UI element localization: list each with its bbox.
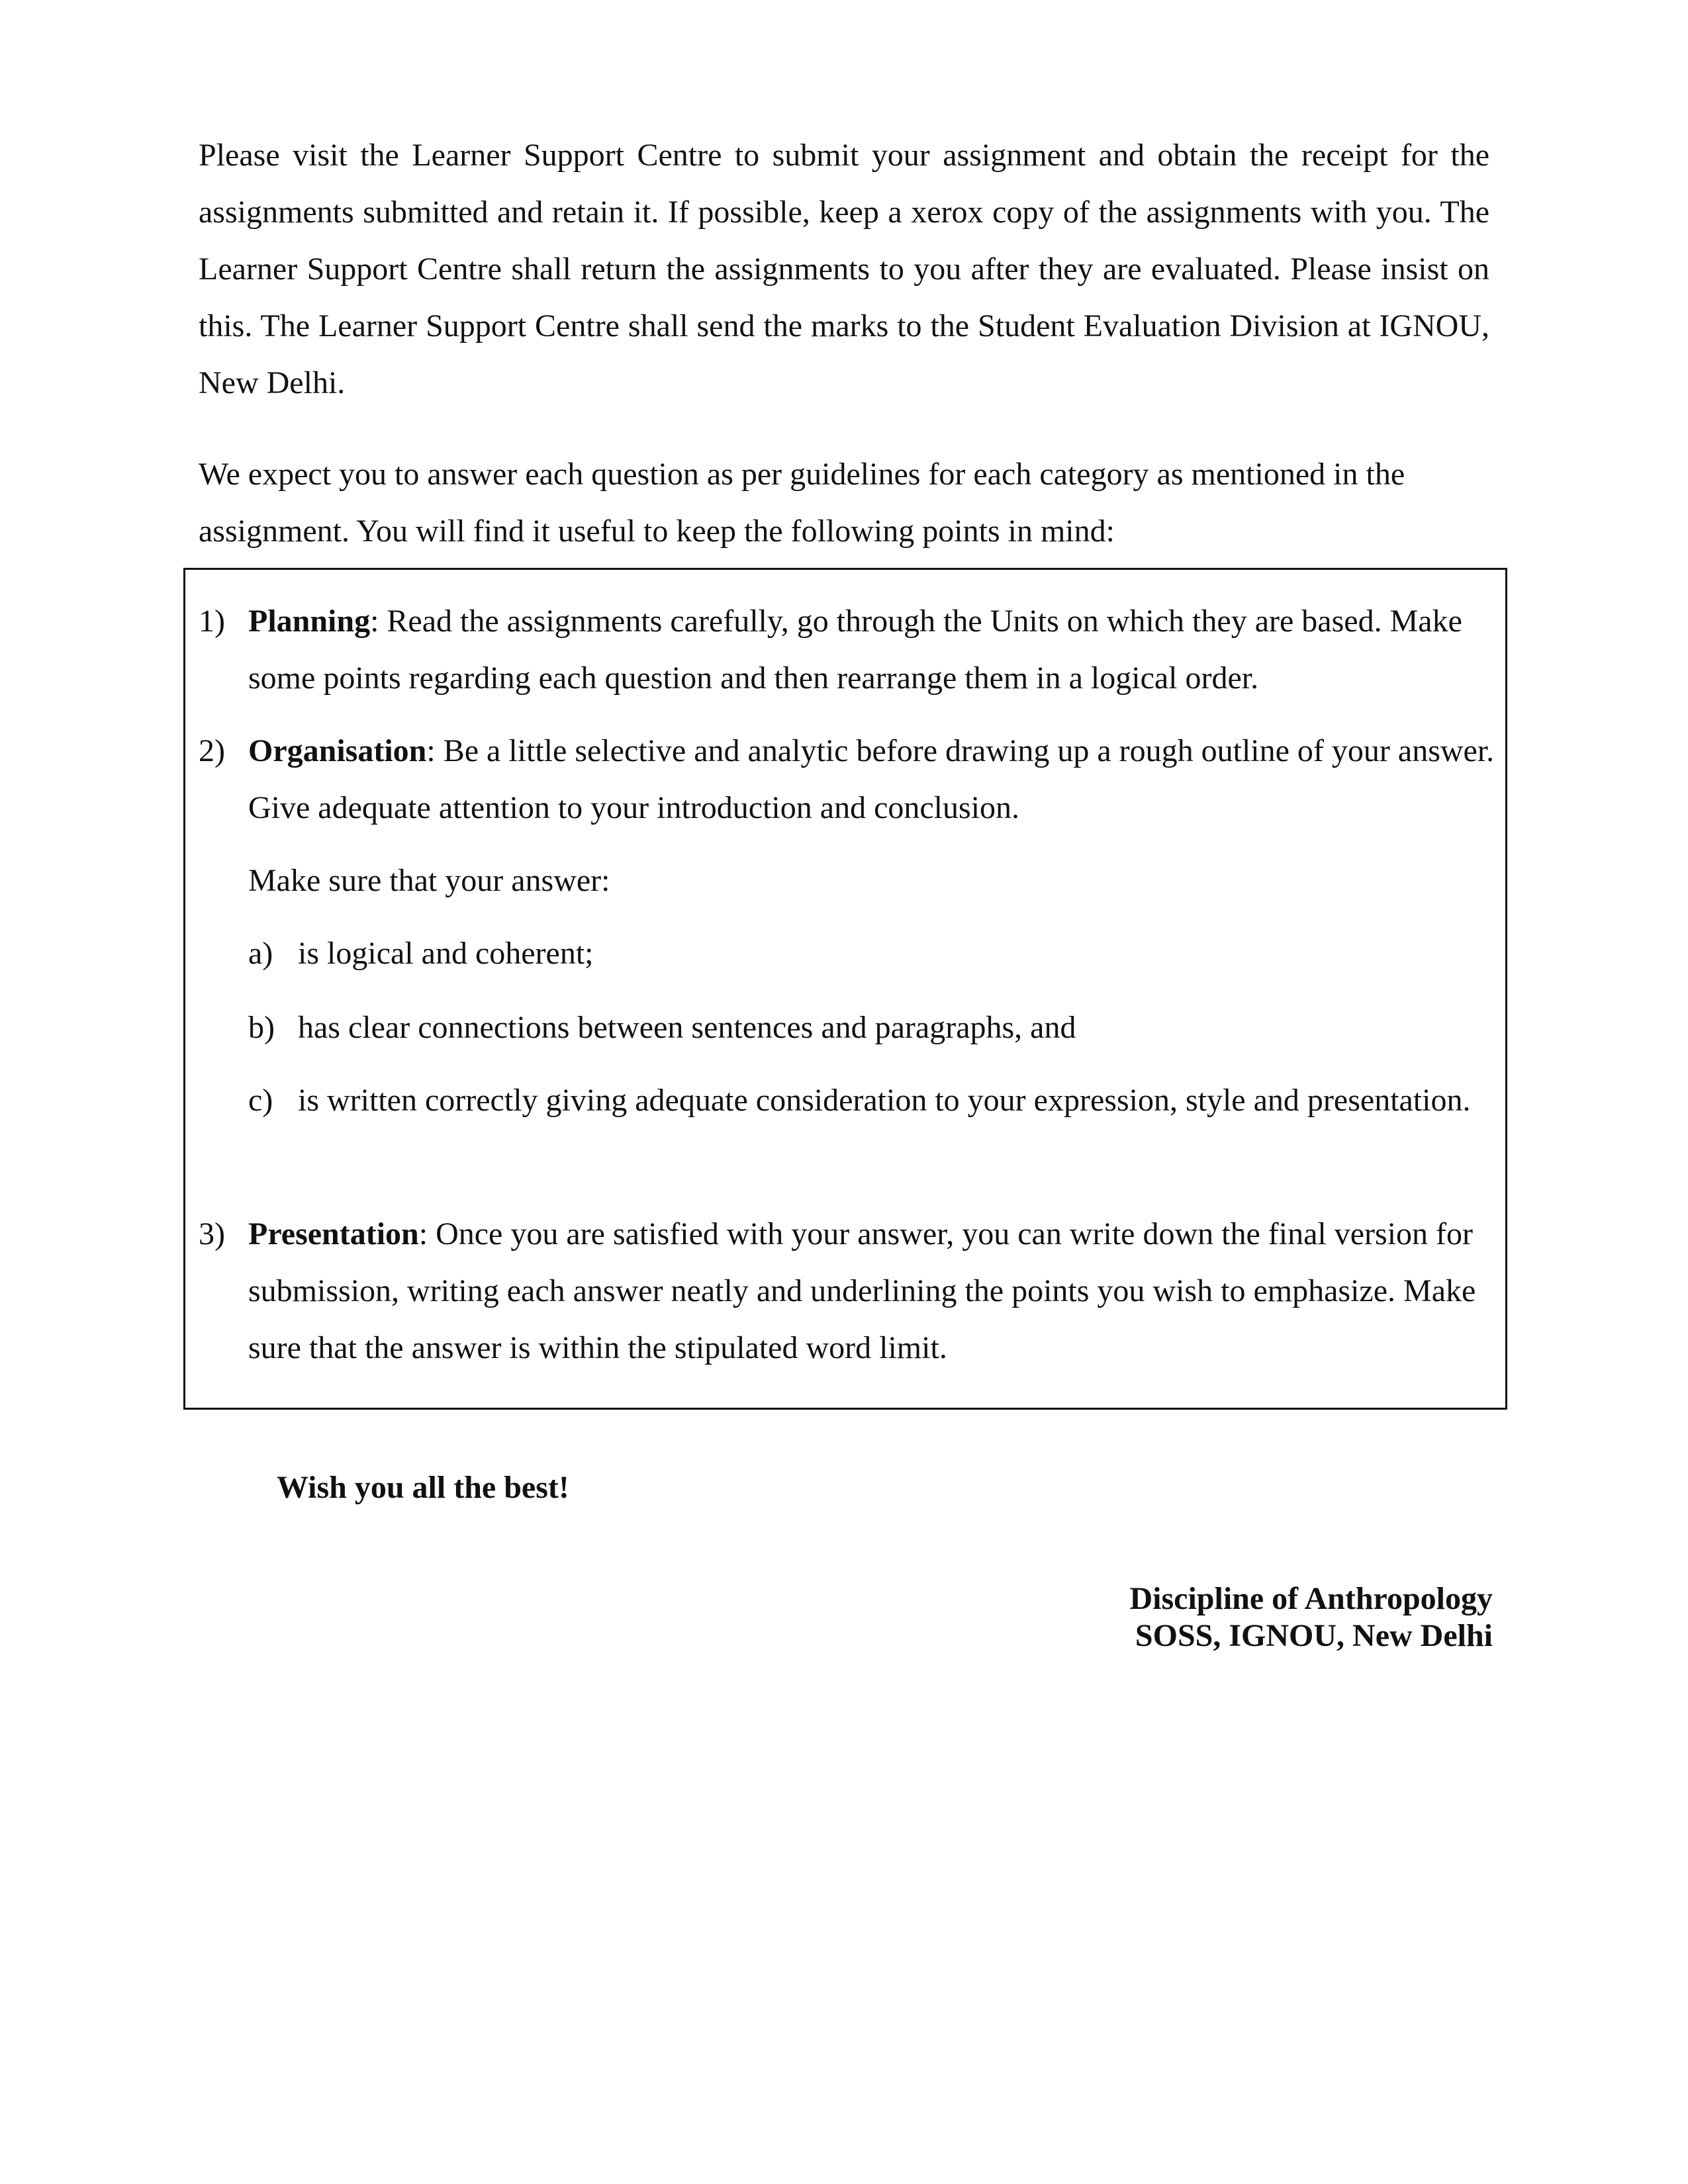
closing-wish: Wish you all the best! (277, 1470, 569, 1505)
sub-item-text: has clear connections between sentences and paragraphs, and (298, 1010, 1076, 1045)
item-term: Organisation (248, 733, 427, 768)
signature-institution: SOSS, IGNOU, New Delhi (1135, 1618, 1493, 1653)
item-number: 3) (199, 1216, 225, 1251)
item-number: 2) (199, 733, 225, 768)
item-description: : Be a little selective and analytic before drawing up a rough outline of your answer. Give adequate attention to your introduction and conclusion. (248, 733, 1495, 825)
guideline-item-organisation (199, 723, 1496, 837)
item-body (248, 723, 1496, 837)
guideline-item-presentation (199, 1206, 1496, 1377)
sub-item-letter: a) (248, 936, 273, 971)
make-sure-line: Make sure that your answer: (248, 863, 610, 898)
sub-item-b (248, 999, 1493, 1056)
item-body (248, 1206, 1496, 1377)
sub-item-a (248, 925, 1493, 982)
sub-item-text: is written correctly giving adequate consideration to your expression, style and presentation. (298, 1083, 1471, 1118)
sub-item-c (248, 1072, 1493, 1129)
sub-item-letter: b) (248, 1010, 275, 1045)
sub-item-letter: c) (248, 1083, 273, 1118)
sub-item-text: is logical and coherent; (298, 936, 594, 971)
intro-paragraph-submission: Please visit the Learner Support Centre to submit your assignment and obtain the receipt for the assignments submitted and retain it. If possible, keep a xerox copy of the assignments with you. The Learner Support Centre shall return the assignments to you after they are evaluated. Please insist on this. The Learner Support Centre shall send the marks to the Student Evaluation Division at IGNOU, New Delhi. (199, 138, 1489, 400)
signature-block (1129, 1580, 1493, 1655)
item-term: Presentation (248, 1216, 419, 1251)
item-description: : Read the assignments carefully, go through the Units on which they are based. Make some points regarding each question and then rearrange them in a logical order. (248, 604, 1462, 696)
signature-department: Discipline of Anthropology (1129, 1581, 1493, 1616)
item-description: : Once you are satisfied with your answer, you can write down the final version for submission, writing each answer neatly and underlining the points you wish to emphasize. Make sure that the answer is within the stipulated word limit. (248, 1216, 1476, 1365)
guideline-item-planning (199, 593, 1496, 707)
item-body (248, 593, 1496, 707)
item-term: Planning (248, 604, 371, 639)
item-number: 1) (199, 604, 225, 639)
intro-paragraph-guidelines: We expect you to answer each question as per guidelines for each category as mentioned in the assignment. You will find it useful to keep the following points in mind: (199, 457, 1405, 549)
